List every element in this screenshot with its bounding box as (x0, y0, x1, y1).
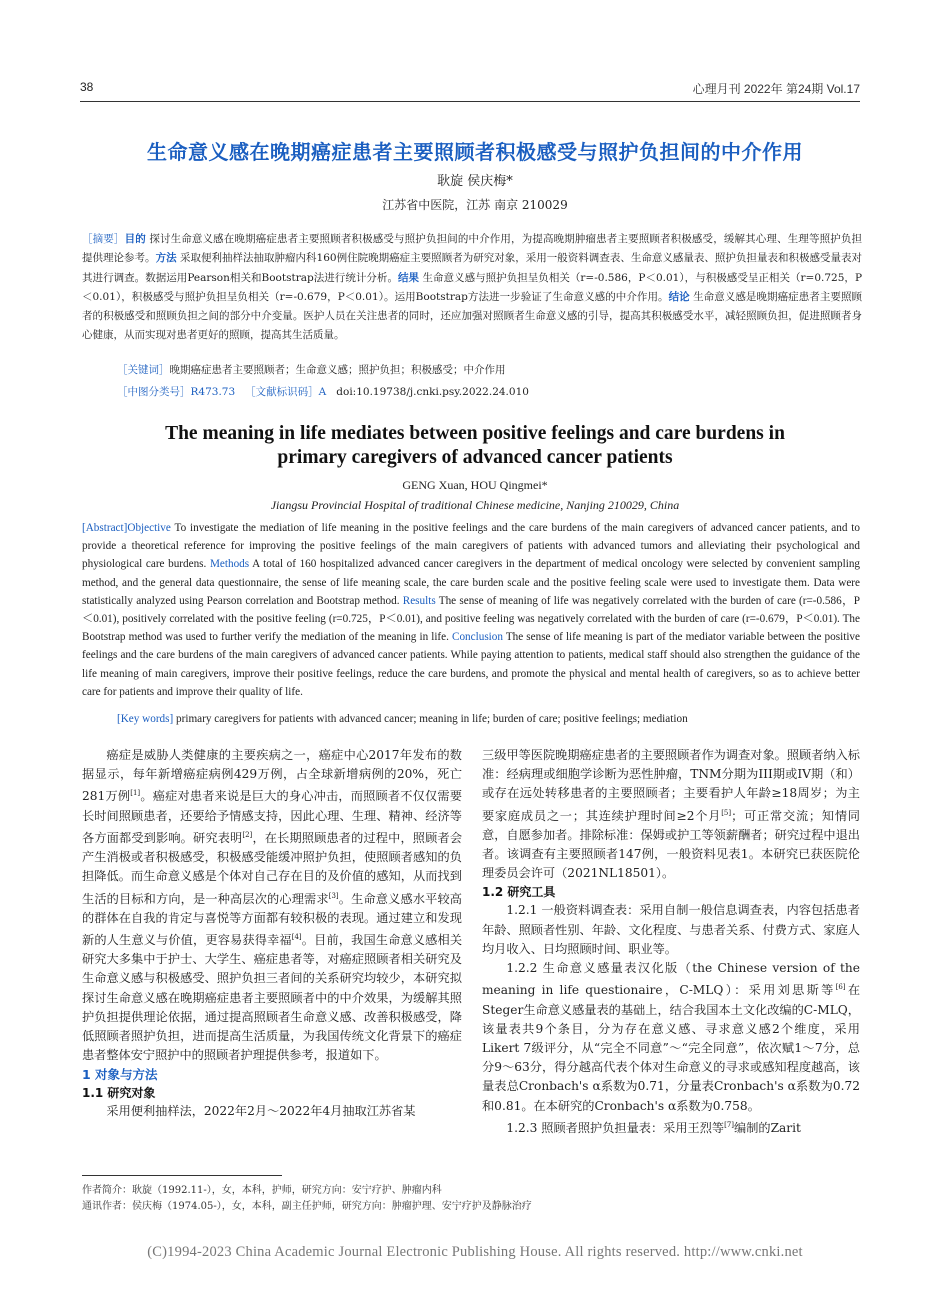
affiliation-chinese: 江苏省中医院，江苏 南京 210029 (382, 198, 568, 212)
purpose-text: 探讨生命意义感在晚期癌症患者主要照顾者积极感受与照护负担间的中介作用，为提高晚期肿瘤患者主要照顾者积极感受，缓解其心理、生理等照护负担提供理论参考。 (82, 233, 863, 265)
citation-3: [3] (328, 891, 339, 900)
header-rule (80, 101, 860, 102)
keywords-en-label: [Key words] (117, 713, 174, 725)
title-chinese: 生命意义感在晚期癌症患者主要照顾者积极感受与照护负担间的中介作用 (147, 140, 803, 164)
title-english-line1: The meaning in life mediates between positive feelings and care burdens in (165, 423, 785, 444)
authors-english: GENG Xuan, HOU Qingmei* (402, 478, 548, 492)
intro-text-5: 。目前，我国生命意义感相关研究大多集中于护士、大学生、癌症患者等，对癌症照顾者相关研究及生命意义感与积极感受、照护负担三者间的关系研究均较少，本研究拟探讨生命意义感在晚期癌症患者主要照顾者中的中介效果，为缓解其照护负担提供理论依据，通过提高照顾者生命意义感、改善积极感受，降低照顾者照护负担，进而提高生活质量，为我国传统文化背景下的癌症患者整体安宁照护中的照顾者护理提供参考，报道如下。 (82, 933, 463, 1063)
footnote-corresponding: 通讯作者：侯庆梅（1974.05-），女，本科，副主任护师，研究方向：肿瘤护理、安宁疗护及静脉治疗 (82, 1201, 532, 1212)
keywords-text: 晚期癌症患者主要照顾者；生命意义感；照护负担；积极感受；中介作用 (169, 364, 506, 376)
intro-text-2: 。癌症对患者来说是巨大的身心冲击，而照顾者不仅仅需要长时间照顾患者，还要给予情感支持，因此心理、生理、精神、经济等各方面都受到影响。研究表明 (82, 789, 463, 845)
title-english-line2: primary caregivers of advanced cancer patients (277, 447, 673, 468)
abstract-label: ［摘要］ (82, 233, 125, 245)
subjects-paragraph: 采用便利抽样法，2022年2月～2022年4月抽取江苏省某 (106, 1103, 416, 1118)
body-column-right (482, 746, 860, 1138)
doi: doi:10.19738/j.cnki.psy.2022.24.010 (336, 386, 529, 398)
keywords-en-text: primary caregivers for patients with advanced cancer; meaning in life; burden of care; positive feelings; mediation (176, 713, 688, 725)
results-label: 结果 (397, 271, 420, 284)
citation-1: [1] (130, 789, 141, 798)
abstract-en-label: [Abstract] (82, 522, 128, 534)
classification-line (117, 384, 862, 399)
title-english (80, 422, 870, 470)
conclusion-en-label: Conclusion (452, 631, 503, 644)
body-column-left (82, 746, 462, 1121)
authors-chinese: 耿旋 侯庆梅* (437, 174, 513, 189)
keywords-english (117, 713, 860, 725)
citation-5: [5] (721, 808, 732, 817)
results-en-label: Results (402, 594, 436, 607)
citation-7: [7] (724, 1120, 735, 1129)
subjects-text-2: ；可正常交流；知情同意，自愿参加者。排除标准：保姆或护工等领薪酬者；研究过程中退出者。该调查有主要照顾者147例，一般资料见表1。本研究已获医院伦理委员会许可（2021NL18501）。 (482, 808, 860, 881)
tool-1-2-2-text-1: 1.2.2 生命意义感量表汉化版（the Chinese version of the meaning in life questionaire，C-MLQ）：采用刘思斯等 (482, 961, 860, 998)
footnote-author-intro: 作者简介：耿旋（1992.11-），女，本科，护师，研究方向：安宁疗护、肿瘤内科 (82, 1185, 442, 1196)
conclusion-label: 结论 (668, 290, 690, 303)
section-heading-1: 1 对象与方法 (82, 1066, 158, 1082)
journal-header: 心理月刊 2022年 第24期 Vol.17 (692, 82, 860, 96)
keywords-label: ［关键词］ (117, 364, 170, 376)
doc-label: ［文献标识码］ (245, 386, 319, 398)
subjects-text-1: 三级甲等医院晚期癌症患者的主要照顾者作为调查对象。照顾者纳入标准：经病理或细胞学诊断为恶性肿瘤，TNM分期为III期或IV期（和）或存在远处转移患者的主要照顾者；主要看护人年龄≥18周岁；为主要家庭成员之一；其连续护理时间≥2个月 (482, 748, 860, 823)
tool-1-2-1: 1.2.1 一般资料调查表：采用自制一般信息调查表，内容包括患者年龄、照顾者性别、年龄、文化程度、与患者关系、付费方式、家庭人均月收入、日均照顾时间、职业等。 (482, 903, 860, 956)
methods-en-text: A total of 160 hospitalized advanced cancer caregivers in the department of medical oncology were selected by convenient sampling method, and the general data questionnaire, the sense of life meaning scale, the care burden scale and the positive feeling scale were used to investigate them. Data were statistically analyzed using Pearson correlation and Bootstrap method. (82, 558, 861, 607)
tool-1-2-2-text-2: 在Steger生命意义感量表的基础上，结合我国本土文化改编的C-MLQ，该量表共9个条目，分为存在意义感、寻求意义感2个维度，采用Likert 7级评分，从“完全不同意”～“完全同意”，依次赋1～7分，总分9～63分，得分越高代表个体对生命意义的寻求或感知程度越高，该量表总Cronbach's α系数为0.71，分量表Cronbach's α系数为0.72和0.81。在本研究的Cronbach's α系数为0.758。 (482, 983, 861, 1113)
conclusion-text: 生命意义感是晚期癌症患者主要照顾者的积极感受和照顾负担之间的部分中介变量。医护人员在关注患者的同时，还应加强对照顾者生命意义感的引导，提高其积极感受水平，减轻照顾负担，促进照顾者身心健康，从而实现对患者更好的照顾，提高其生活质量。 (82, 290, 863, 342)
copyright-watermark: (C)1994-2023 China Academic Journal Electronic Publishing House. All rights reserved. http://www.cnki.net (147, 1244, 803, 1260)
page-number: 38 (80, 80, 94, 94)
subsection-heading-1-1: 1.1 研究对象 (82, 1085, 156, 1100)
footnote-rule (82, 1175, 282, 1176)
objective-text: To investigate the mediation of life meaning in the positive feelings and the care burdens of the main caregivers of advanced cancer patients, and to provide a theoretical reference for improving the positive feelings of the main caregivers of patients with advanced tumors and alleviating their psychological and physiological care burdens. (82, 522, 860, 571)
clc-code: R473.73 (190, 386, 236, 398)
objective-label: Objective (127, 522, 171, 534)
abstract-chinese (82, 230, 862, 346)
citation-6: [6] (835, 983, 846, 992)
conclusion-en-text: The sense of life meaning is part of the mediator variable between the positive feelings and the care burdens of the main caregivers of advanced cancer patients. While paying attention to patients, medical staff should also strengthen the guidance of the life meaning of main caregivers, improve their positive feelings, reduce the care burdens, and promote the physical and mental health of caregivers, so as to achieve better care for patients and improve their quality of life. (82, 631, 860, 698)
results-en-text: The sense of meaning of life was negatively correlated with the burden of care (r=-0.586，P＜0.01), positively correlated with the positive feeling (r=0.725，P＜0.01), and positive feeling was negatively correlated with the burden of care (r=-0.679，P＜0.01). The Bootstrap method was used to further verify the mediation of the meaning in life. (82, 594, 860, 644)
affiliation-english: Jiangsu Provincial Hospital of traditional Chinese medicine, Nanjing 210029, China (270, 498, 680, 512)
methods-text: 采取便利抽样法抽取肿瘤内科160例住院晚期癌症主要照顾者为研究对象，采用一般资料调查表、生命意义感量表、照护负担量表和积极感受量表对其进行调查。数据运用Pearson相关和Bootstrap法进行统计分析。 (82, 252, 863, 284)
methods-en-label: Methods (209, 558, 250, 571)
results-text: 生命意义感与照护负担呈负相关（r=-0.586，P＜0.01），与积极感受呈正相关（r=0.725，P＜0.01），积极感受与照护负担呈负相关（r=-0.679，P＜0.01）。运用Bootstrap方法进一步验证了生命意义感的中介作用。 (82, 271, 863, 303)
citation-4: [4] (291, 933, 302, 942)
subsection-heading-1-2: 1.2 研究工具 (482, 885, 556, 900)
tool-1-2-3-text-2: 编制的Zarit (734, 1120, 801, 1135)
methods-label: 方法 (155, 252, 177, 265)
tool-1-2-2 (482, 959, 860, 1116)
tool-1-2-3 (482, 1116, 860, 1138)
intro-paragraph (82, 746, 462, 1066)
keywords-chinese (117, 362, 862, 377)
intro-text-1: 癌症是威胁人类健康的主要疾病之一，癌症中心2017年发布的数据显示，每年新增癌症病例429万例，占全球新增病例的20%，死亡281万例 (82, 748, 462, 804)
citation-2: [2] (242, 830, 253, 839)
abstract-english (82, 519, 860, 701)
subjects-continued (482, 746, 860, 883)
intro-text-4: 。生命意义感水平较高的群体在自我的肯定与喜悦等方面都有较积极的表现。通过建立和发现新的人生意义与价值，更容易获得幸福 (82, 891, 462, 948)
purpose-label: 目的 (124, 233, 146, 245)
intro-text-3: ，在长期照顾患者的过程中，照顾者会产生消极或者积极感受，积极感受能缓冲照护负担，使照顾者感知的负担降低。而生命意义感是个体对自己存在目的及价值的感知，从而找到生活的目标和方向，是一种高层次的心理需求 (82, 830, 463, 906)
clc-label: ［中图分类号］ (117, 386, 191, 398)
doc-code: A (318, 386, 327, 398)
tool-1-2-3-text-1: 1.2.3 照顾者照护负担量表：采用王烈等 (506, 1120, 725, 1135)
